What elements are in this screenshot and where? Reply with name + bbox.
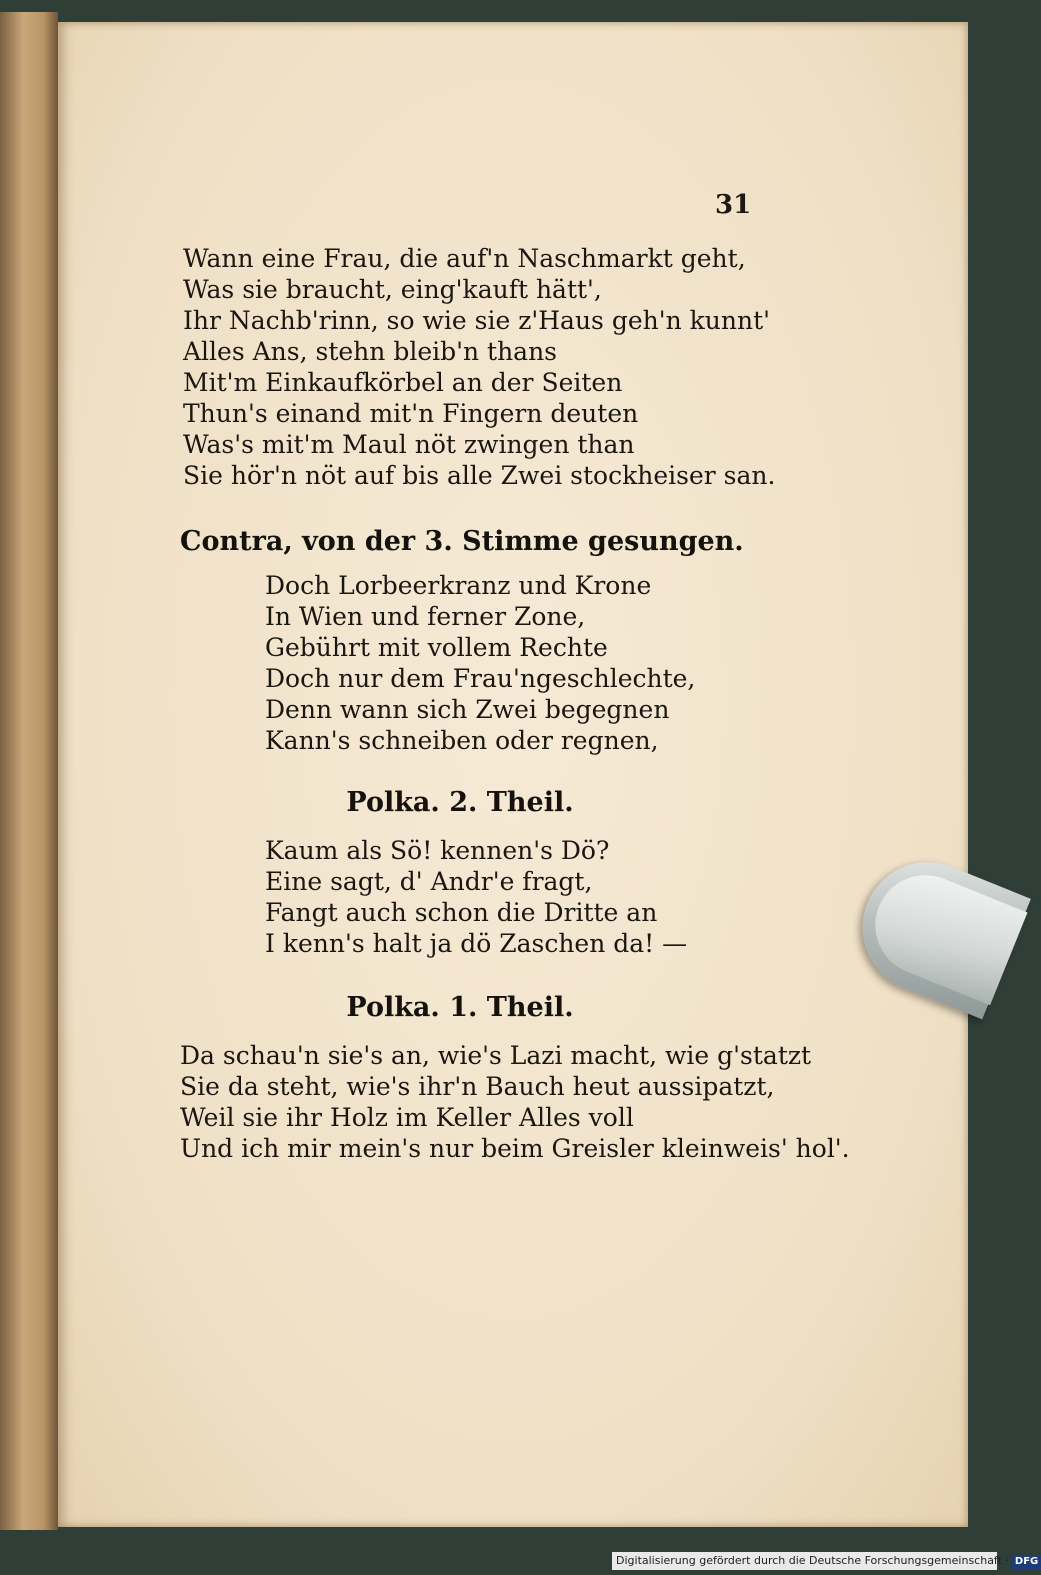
stanza-3 <box>265 835 687 959</box>
left-page-edge <box>0 12 58 1530</box>
page-number: 31 <box>715 190 752 220</box>
verse-line: Da schau'n sie's an, wie's Lazi macht, wie g'statzt <box>180 1041 812 1070</box>
verse-line: Sie da steht, wie's ihr'n Bauch heut aussipatzt, <box>180 1072 775 1101</box>
verse-line: Mit'm Einkaufkörbel an der Seiten <box>183 368 623 397</box>
section-heading-polka-1: Polka. 1. Theil. <box>346 992 574 1023</box>
verse-line: Gebührt mit vollem Rechte <box>265 633 608 662</box>
stanza-1 <box>183 243 775 491</box>
digitization-credit <box>612 1552 1039 1570</box>
verse-line: Doch Lorbeerkranz und Krone <box>265 571 652 600</box>
verse-line: Weil sie ihr Holz im Keller Alles voll <box>180 1103 634 1132</box>
section-heading-polka-2: Polka. 2. Theil. <box>346 787 574 818</box>
verse-line: I kenn's halt ja dö Zaschen da! — <box>265 929 688 958</box>
stanza-4 <box>180 1040 850 1164</box>
verse-line: Kaum als Sö! kennen's Dö? <box>265 836 610 865</box>
verse-line: Alles Ans, stehn bleib'n thans <box>183 337 558 366</box>
verse-line: Und ich mir mein's nur beim Greisler kleinweis' hol'. <box>180 1134 850 1163</box>
verse-line: Thun's einand mit'n Fingern deuten <box>183 399 639 428</box>
verse-line: Doch nur dem Frau'ngeschlechte, <box>265 664 696 693</box>
dfg-logo-icon: DFG <box>1012 1555 1041 1569</box>
verse-line: Kann's schneiben oder regnen, <box>265 726 659 755</box>
verse-line: Wann eine Frau, die auf'n Naschmarkt geht, <box>183 244 746 273</box>
verse-line: Was's mit'm Maul nöt zwingen than <box>183 430 635 459</box>
credit-text: Digitalisierung gefördert durch die Deutsche Forschungsgemeinschaft · <box>616 1554 1009 1567</box>
section-heading-contra: Contra, von der 3. Stimme gesungen. <box>180 526 744 557</box>
verse-line: Sie hör'n nöt auf bis alle Zwei stockheiser san. <box>183 461 776 490</box>
stanza-2 <box>265 570 695 756</box>
verse-line: In Wien und ferner Zone, <box>265 602 586 631</box>
verse-line: Was sie braucht, eing'kauft hätt', <box>183 275 602 304</box>
verse-line: Eine sagt, d' Andr'e fragt, <box>265 867 593 896</box>
verse-line: Ihr Nachb'rinn, so wie sie z'Haus geh'n kunnt' <box>183 306 771 335</box>
verse-line: Denn wann sich Zwei begegnen <box>265 695 670 724</box>
verse-line: Fangt auch schon die Dritte an <box>265 898 658 927</box>
